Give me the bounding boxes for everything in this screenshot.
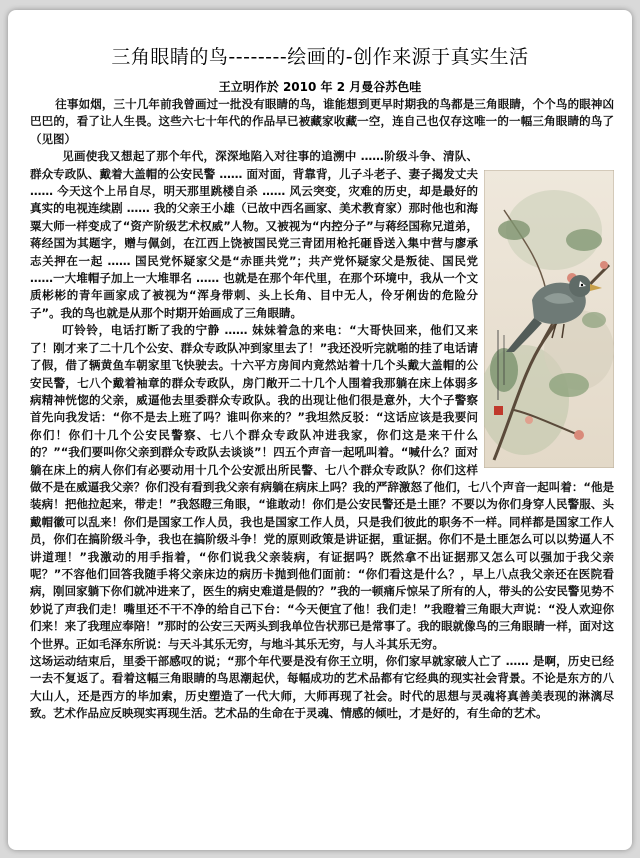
document-page	[8, 10, 632, 850]
paragraph-memories: 见画使我又想起了那个年代，深深地陷入对往事的追溯中 ……阶级斗争、清队、群众专政队、戴着大盖帽的公安民警 …… 面对面，背靠背，儿子斗老子、妻子揭发丈夫 …… 今天这个上吊自尽，明天那里跳楼自杀 …… 风云突变，灾难的历史，却是最好的真实的电视连续剧 …… 我的父亲王小雄（已故中西名画家、美术教育家）那时他也和海粟大师一样变成了“资产阶级艺术权威”人物。又被视为“内控分子”与蒋经国称兄道弟，蒋经国为其题字，赠与佩剑，在江西上饶被国民党三青团用枪托砸昏送入集中营与廖承志关押在一起 …… 国民党怀疑家父是“赤匪共党”；共产党怀疑家父是叛徒、国民党 ……一大堆帽子加上一大堆罪名 …… 也就是在那个年代里，在那个环境中，我从一个文质彬彬的青年画家成了被视为“浑身带刺、头上长角、目中无人，伶牙俐齿的危险分子”。我的鸟也就是从那个时期开始画成了三角眼睛。	[30, 149, 478, 320]
paragraph-intro: 往事如烟，三十几年前我曾画过一批没有眼睛的鸟，谁能想到更早时期我的鸟都是三角眼睛，个个鸟的眼神凶巴巴的，看了让人生畏。这些六七十年代的作品早已被藏家收藏一空，连自己也仅存这唯一的一幅三角眼睛的鸟了（见图）	[30, 97, 614, 146]
paragraph-conclusion: 这场运动结束后，里委干部感叹的说；“那个年代要是没有你王立明，你们家早就家破人亡了 …… 是啊，历史已经一去不复返了。看着这幅三角眼睛的鸟思潮起伏，每幅成功的艺术品都有它经典的现实社会背景。不论是东方的八大山人，还是西方的毕加索，历史塑造了一代大师，大师再现了社会。时代的思想与灵魂将真善美表现的淋漓尽致。艺术作品应反映现实再现生活。艺术品的生命在于灵魂、情感的倾吐，才是好的，有生命的艺术。	[30, 654, 614, 721]
article-body	[30, 96, 614, 723]
bird-painting-image	[484, 170, 614, 468]
article-title: 三角眼睛的鸟--------绘画的-创作来源于真实生活	[111, 46, 529, 68]
bird-painting-icon	[484, 170, 614, 468]
article-byline: 王立明作於 2010 年 2 月曼谷苏色哇	[218, 80, 422, 94]
paragraph-phone-call: 叮铃铃，电话打断了我的宁静 …… 妹妹着急的来电：“大哥快回来，他们又来了！刚才来了二十几个公安、群众专政队冲到家里去了！”我还没听完就啪的挂了电话请了假，借了辆黄鱼车朝家里飞快驶去。十六平方房间内竟然站着十几个头戴大盖帽的公安民警，七八个戴着袖章的群众专政队，房门敞开二十几个人围着我那躺在床上体弱多病精神恍惚的父亲，威逼他去里委群众专政队。我的出现让他们很是意外，大个子警察首先向我发话：“你不是去上班了吗？谁叫你来的？”我坦然反驳：“这话应该是我要问你们！你们十几个公安民警察、七八个群众专政队冲进我家，你们这是来干什么的？”“我们要叫你父亲到群众专政队去谈谈”！四五个声音一起吼叫着。“喊什么？面对躺在床上的病人你们有必要动用十几个公安派出所民警、七八个群众专政队？你们这样做不是在威逼我父亲？你们没有看到我父亲有病躺在病床上吗？我的严辞激怒了他们，七八个声音一起叫着：“他是装病！把他拉起来，带走！”我怒瞪三角眼，“谁敢动！你们是公安民警还是土匪？不要以为你们身穿人民警服、头戴帽徽可以乱来！你们是国家工作人员，我也是国家工作人员，只是我们彼此的职务不一样。同样都是国家工作人员，你们在搞阶级斗争，我也在搞阶级斗争！党的原则政策是讲证据，重证据。你们不是土匪怎么可以以势逼人不讲道理！”我激动的用手指着，“你们说我父亲装病，有证据吗？既然拿不出证据那又怎么可以强加于我父亲呢？”不容他们回答我随手将父亲床边的病历卡抛到他们面前：“你们看这是什么？，早上八点我父亲还在医院看病，刚回家躺下你们就冲进来了，医生的病史难道是假的？”我的一顿痛斥惊呆了所有的人，带头的公安民警见势不妙说了声我们走！嘴里还不干不净的给自己下台：“今天便宜了他！我们走！”我瞪着三角眼大声说：“没人欢迎你们来！来了我理应奉陪！”那时的公安三天两头到我单位告状那已是常事了。我的眼就像鸟的三角眼睛一样，面对这个世界。正如毛泽东所说：与天斗其乐无穷，与地斗其乐无穷，与人斗其乐无穷。	[30, 323, 614, 651]
